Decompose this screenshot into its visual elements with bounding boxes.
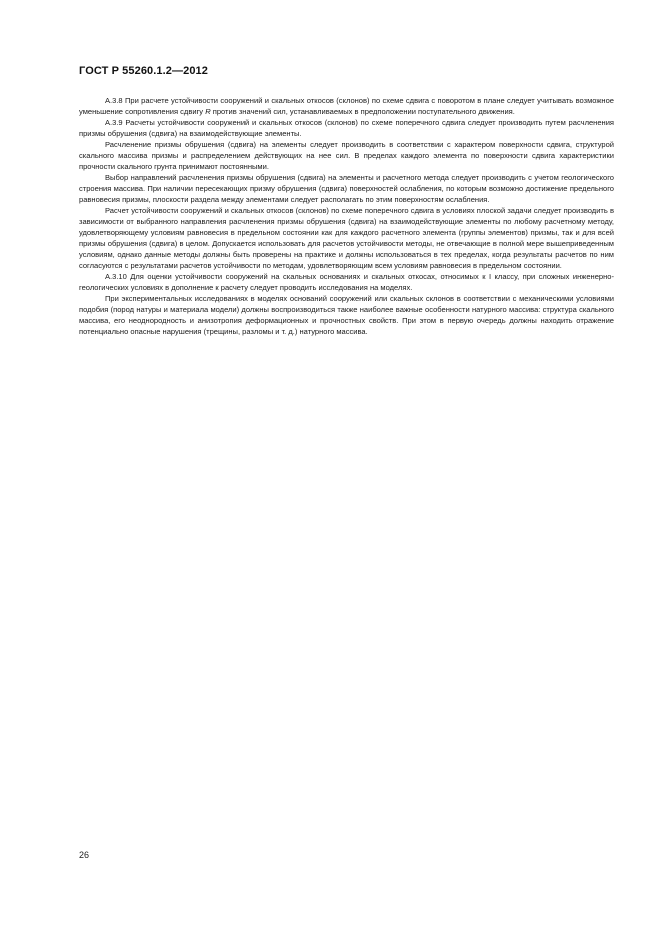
document-body — [79, 95, 614, 337]
paragraph-plane-problem: Расчет устойчивости сооружений и скальных откосов (склонов) по схеме поперечного сдвига в условиях плоской задачи следует производить в зависимости от выбранного направления расчленения призмы обрушения (сдвига) на взаимодействующие элементы по любому расчетному методу, удовлетворяющему условиям равновесия в предельном состоянии как для каждого расчетного элемента (группы элементов) призмы, так и для всей призмы обрушения (сдвига) в целом. Допускается использовать для расчетов устойчивости методы, не отвечающие в полной мере вышеприведенным условиям, однако данные методы должны быть проверены на практике и должны использоваться в тех пределах, когда результаты расчетов по ним согласуются с результатами расчетов устойчивости по методам, удовлетворяющим всем условиям равновесия в предельном состоянии. — [79, 206, 614, 270]
paragraph-experimental: При экспериментальных исследованиях в моделях оснований сооружений или скальных склонов в соответствии с механическими условиями подобия (пород натуры и материала модели) должны воспроизводиться также наиболее важные особенности натурного массива: структура скального массива, его неоднородность и анизотропия деформационных и прочностных свойств. При этом в первую очередь должны находить отражение потенциально опасные нарушения (трещины, разломы и т. д.) натурного массива. — [79, 294, 614, 336]
document-header: ГОСТ Р 55260.1.2—2012 — [79, 65, 208, 77]
paragraph-partition: Расчленение призмы обрушения (сдвига) на элементы следует производить в соответствии с характером поверхности сдвига, структурой скального массива призмы и распределением действующих на нее сил. В пределах каждого элемента по поверхности сдвига характеристики прочности скального грунта принимают постоянными. — [79, 140, 614, 171]
paragraph-a-3-9: А.3.9 Расчеты устойчивости сооружений и скальных откосов (склонов) по схеме поперечного сдвига следует производить путем расчленения призмы обрушения (сдвига) на взаимодействующие элементы. — [79, 118, 614, 138]
page-number: 26 — [79, 850, 90, 860]
paragraph-a-3-10: А.3.10 Для оценки устойчивости сооружений на скальных основаниях и скальных откосах, относимых к I классу, при сложных инженерно-геологических условиях в дополнение к расчету следует проводить исследования на моделях. — [79, 272, 614, 292]
shear-resistance-symbol: R — [205, 107, 211, 116]
paragraph-direction-choice: Выбор направлений расчленения призмы обрушения (сдвига) на элементы и расчетного метода следует производить с учетом геологического строения массива. При наличии пересекающих призму обрушения (сдвига) поверхностей ослабления, по которым возможно достижение предельного равновесия призмы, плоскости раздела между элементами следует располагать по этим поверхностям ослабления. — [79, 173, 614, 204]
paragraph-a-3-8: А.3.8 При расчете устойчивости сооружений и скальных откосов (склонов) по схеме сдвига с поворотом в плане следует учитывать возможное уменьшение сопротивления сдвигу R против значений сил, устанавливаемых в предположении поступательного движения. — [79, 96, 614, 116]
